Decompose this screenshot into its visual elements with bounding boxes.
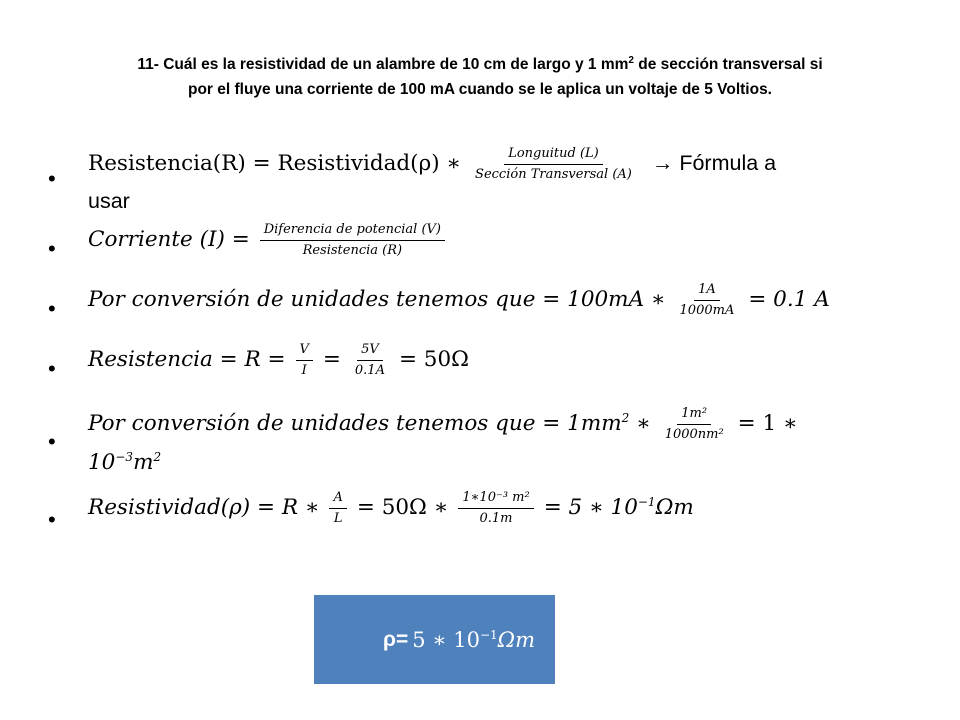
fraction-area-over-length: $\frac{\text{1∗10⁻³ m²}}{0.1m}$ xyxy=(458,488,533,529)
area-result-continuation: $10^{-3}m^2$ xyxy=(88,450,162,476)
answer-label: ρ= xyxy=(382,627,409,651)
formula-note-continuation: usar xyxy=(88,189,130,213)
formula-resistance: • Resistencia(R) = Resistividad(ρ) ∗ $\frac{\text{Longuitud (L)}}{\text{Sección Transversal (A)}}$ → Fórmula a usar xyxy=(48,140,928,218)
fraction-ampere-conversion: $\frac{1A}{1000mA}$ xyxy=(679,282,735,318)
formula-current: • Corriente (I) = $\frac{\text{Diferencia de potencial (V)}}{\text{Resistencia (R)}}$ xyxy=(48,220,928,278)
fraction-a-over-l: $\frac{A}{L}$ xyxy=(329,488,346,529)
fraction-voltage-over-resistance: $\frac{\text{Diferencia de potencial (V)}}{\text{Resistencia (R)}}$ xyxy=(260,220,445,261)
fraction-length-over-area: $\frac{\text{Longuitud (L)}}{\text{Sección Transversal (A)}}$ xyxy=(475,146,632,182)
fraction-v-over-i: $\frac{V}{I}$ xyxy=(296,340,313,381)
formula-list xyxy=(48,140,928,552)
answer-value: 5 ∗ $10^{-1}\Omega m$ xyxy=(412,627,535,652)
fraction-5v-over-01a: $\frac{5V}{0.1A}$ xyxy=(354,342,385,378)
formula-current-conversion: • Por conversión de unidades tenemos que = 100mA ∗ $\frac{1A}{1000mA}$ = 0.1 A xyxy=(48,280,928,338)
fraction-area-conversion: $\frac{\text{1m²}}{\text{1000nm²}}$ xyxy=(664,406,724,442)
problem-line-1: 11- Cuál es la resistividad de un alambre de 10 cm de largo y 1 $mm^2$ de sección transversal si xyxy=(137,55,823,74)
formula-note-visible: Fórmula a xyxy=(679,151,777,176)
arrow-icon: → xyxy=(651,151,674,176)
problem-statement xyxy=(60,48,900,102)
formula-area-conversion: • Por conversión de unidades tenemos que = $1mm^2$ ∗ $\frac{\text{1m²}}{\text{1000nm²}}$ = 1 ∗ $10^{-3}m^2$ xyxy=(48,400,928,484)
area-result-start: = 1 ∗ xyxy=(737,411,798,437)
formula-resistance-value: • Resistencia = R = $\frac{V}{I}$ = $\frac{5V}{0.1A}$ = 50Ω xyxy=(48,340,928,398)
formula-resistivity: • Resistividad(ρ) = R ∗ $\frac{A}{L}$ = 50Ω ∗ $\frac{\text{1∗10⁻³ m²}}{0.1m}$ = 5 ∗ $10^{-1}\Omega m$ xyxy=(48,488,928,552)
problem-line-2: por el fluye una corriente de 100 mA cuando se le aplica un voltaje de 5 Voltios. xyxy=(187,81,772,99)
answer-box xyxy=(314,595,555,684)
